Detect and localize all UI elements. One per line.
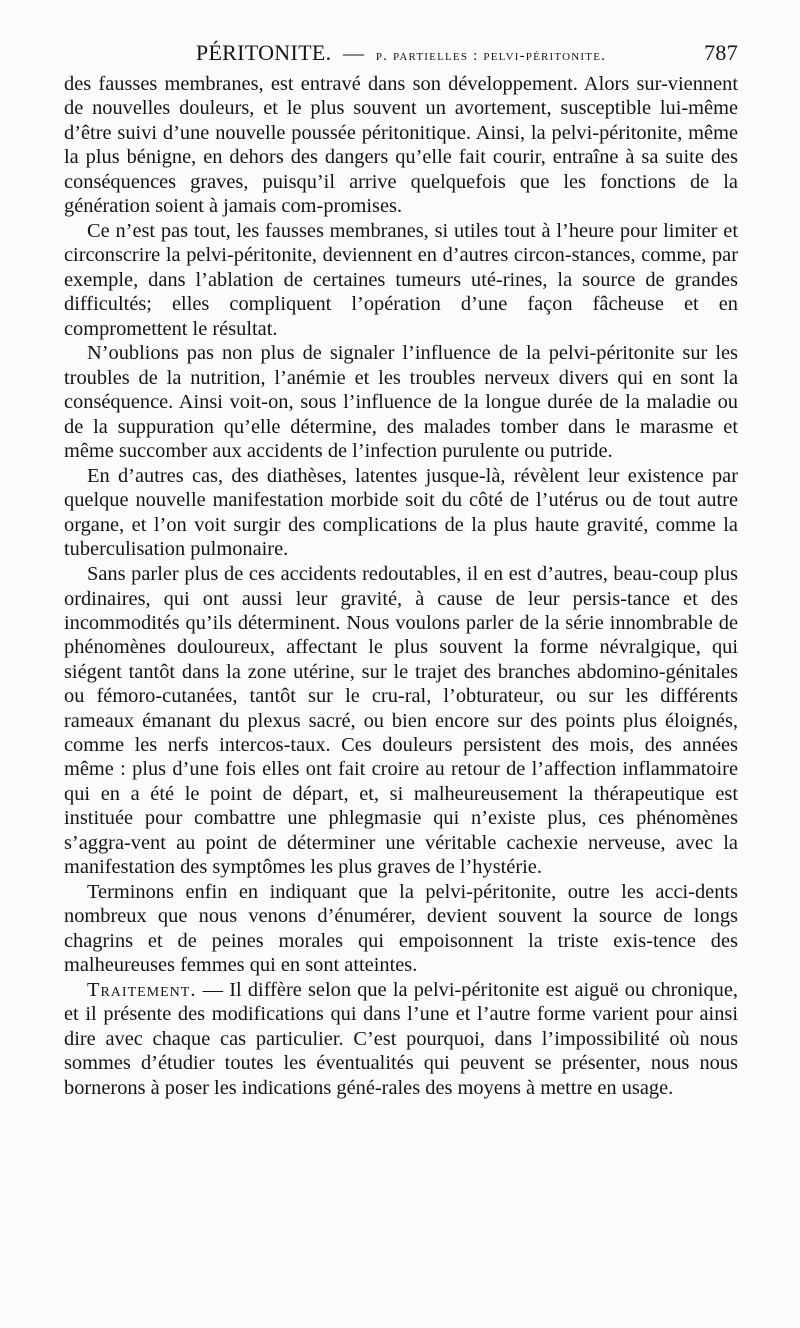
- running-head-subtitle: p. partielles : pelvi-péritonite.: [375, 48, 607, 64]
- paragraph-2: Ce n’est pas tout, les fausses membranes, si utiles tout à l’heure pour limiter et circonscrire la pelvi-péritonite, deviennent en d’autres circon-stances, comme, par exemple, dans l’ablation de certaines tumeurs uté-rines, la source de grandes difficultés; elles compliquent l’opération d’une façon fâcheuse et en compromettent le résultat.: [64, 219, 738, 340]
- running-head-title-line: [64, 40, 738, 66]
- paragraph-3: N’oublions pas non plus de signaler l’influence de la pelvi-péritonite sur les troubles de la nutrition, l’anémie et les troubles nerveux divers qui en sont la conséquence. Ainsi voit-on, sous l’influence de la longue durée de la maladie ou de la suppuration qu’elle détermine, des malades tomber dans le marasme et même succomber aux accidents de l’infection purulente ou putride.: [64, 342, 738, 463]
- running-head-title: PÉRITONITE.: [195, 40, 332, 65]
- page-number: 787: [704, 40, 738, 65]
- book-page: [64, 38, 738, 1100]
- paragraph-7: [64, 978, 738, 1100]
- paragraph-1: des fausses membranes, est entravé dans son développement. Alors sur-viennent de nouvelles douleurs, et le plus souvent un avortement, susceptible lui-même d’être suivi d’une nouvelle poussée péritonitique. Ainsi, la pelvi-péritonite, même la plus bénigne, en dehors des dangers qu’elle fait courir, entraîne à sa suite des conséquences graves, puisqu’il arrive quelquefois que les fonctions de la génération soient à jamais com-promises.: [64, 73, 738, 218]
- body-text: [64, 72, 738, 1100]
- paragraph-5: Sans parler plus de ces accidents redoutables, il en est d’autres, beau-coup plus ordinaires, qui ont aussi leur gravité, à cause de leur persis-tance et des incommodités qu’ils déterminent. Nous voulons parler de la série innombrable de phénomènes douloureux, affectant le plus souvent la forme névralgique, qui siégent tantôt dans la zone utérine, sur le trajet des branches abdomino-génitales ou fémoro-cutanées, tantôt sur le cru-ral, l’obturateur, ou sur les différents rameaux émanant du plexus sacré, ou bien encore sur des points plus éloignés, comme les nerfs intercos-taux. Ces douleurs persistent des mois, des années même : plus d’une fois elles ont fait croire au retour de l’affection inflammatoire qui en a été le point de départ, et, si malheureusement la thérapeutique est instituée pour combattre une phlegmasie qui n’existe plus, ces phénomènes s’aggra-vent au point de déterminer une véritable cachexie nerveuse, avec la manifestation des symptômes les plus graves de l’hystérie.: [64, 563, 738, 878]
- running-head-separator: —: [342, 41, 365, 65]
- paragraph-4: En d’autres cas, des diathèses, latentes jusque-là, révèlent leur existence par quelque nouvelle manifestation morbide soit du côté de l’utérus ou de tout autre organe, et l’on voit surgir des complications de la plus haute gravité, comme la tuberculisation pulmonaire.: [64, 465, 738, 561]
- section-heading-traitement: Traitement.: [87, 979, 197, 1002]
- running-head: [64, 38, 738, 72]
- paragraph-7-text: — Il diffère selon que la pelvi-péritonite est aiguë ou chronique, et il présente des modifications qui dans l’une et l’autre forme varient pour ainsi dire avec chaque cas particulier. C’est pourquoi, dans l’impossibilité où nous sommes d’étudier toutes les éventualités qui peuvent se présenter, nous nous bornerons à poser les indications géné-rales des moyens à mettre en usage.: [64, 979, 738, 1099]
- paragraph-6: Terminons enfin en indiquant que la pelvi-péritonite, outre les acci-dents nombreux que nous venons d’énumérer, devient souvent la source de longs chagrins et de peines morales qui empoisonnent la triste exis-tence des malheureuses femmes qui en sont atteintes.: [64, 880, 738, 977]
